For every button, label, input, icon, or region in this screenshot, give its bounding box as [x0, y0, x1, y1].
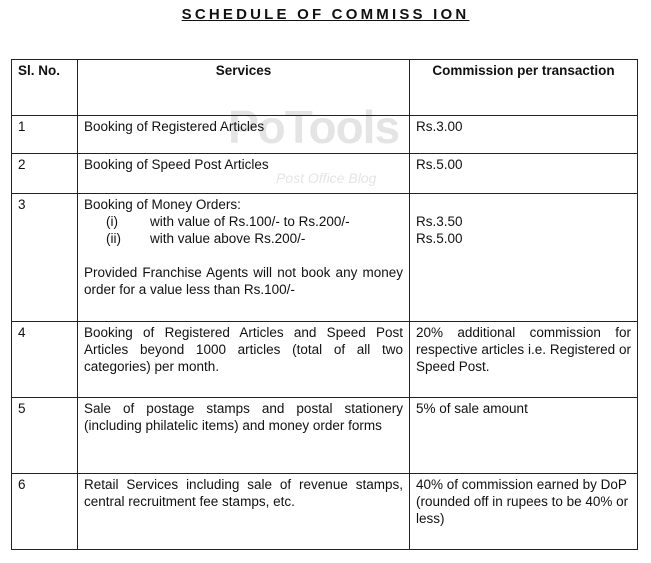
sub-item	[84, 213, 403, 230]
row-service-heading: Booking of Money Orders:	[84, 197, 241, 212]
document-title: SCHEDULE OF COMMISS ION	[181, 6, 470, 23]
row-service: Booking of Registered Articles and Speed Post Articles beyond 1000 articles (total of all two categories) per month.	[78, 322, 410, 398]
row-sl: 5	[12, 398, 78, 474]
row-commission: 20% additional commission for respective articles i.e. Registered or Speed Post.	[410, 322, 638, 398]
row-sl: 1	[12, 116, 78, 154]
header-commission: Commission per transaction	[410, 60, 638, 116]
row-service: Retail Services including sale of revenue stamps, central recruitment fee stamps, etc.	[78, 474, 410, 550]
row-commission: Rs.5.00	[410, 154, 638, 194]
sub-item-num: (i)	[106, 214, 118, 229]
header-services: Services	[78, 60, 410, 116]
table-row	[12, 154, 638, 194]
row-commission: 40% of commission earned by DoP (rounded off in rupees to be 40% or less)	[410, 474, 638, 550]
table-row	[12, 194, 638, 322]
watermark-logo: PoTools	[228, 101, 400, 153]
header-sl-no: Sl. No.	[12, 60, 78, 116]
table-row	[12, 398, 638, 474]
sub-item-text: with value of Rs.100/- to Rs.200/-	[150, 214, 350, 229]
table-row	[12, 322, 638, 398]
row-commission: 5% of sale amount	[410, 398, 638, 474]
sub-item-commission: Rs.3.50	[416, 214, 463, 229]
sub-item-num: (ii)	[106, 231, 121, 246]
row-service: Booking of Speed Post Articles	[78, 154, 410, 194]
table-row	[12, 474, 638, 550]
row-note: Provided Franchise Agents will not book any money order for a value less than Rs.100/-	[84, 265, 403, 297]
row-sl: 4	[12, 322, 78, 398]
commission-table	[11, 59, 638, 550]
row-service	[78, 194, 410, 322]
table-header-row	[12, 60, 638, 116]
table-row	[12, 116, 638, 154]
row-sl: 3	[12, 194, 78, 322]
watermark-subtitle: Post Office Blog	[276, 170, 377, 186]
sub-item-text: with value above Rs.200/-	[150, 231, 306, 246]
row-service: Sale of postage stamps and postal stationery (including philatelic items) and money order forms	[78, 398, 410, 474]
sub-item-commission: Rs.5.00	[416, 231, 463, 246]
row-commission: Rs.3.00	[410, 116, 638, 154]
row-sl: 2	[12, 154, 78, 194]
sub-item	[84, 230, 403, 247]
row-sl: 6	[12, 474, 78, 550]
row-service: Booking of Registered Articles	[78, 116, 410, 154]
row-commission	[410, 194, 638, 322]
